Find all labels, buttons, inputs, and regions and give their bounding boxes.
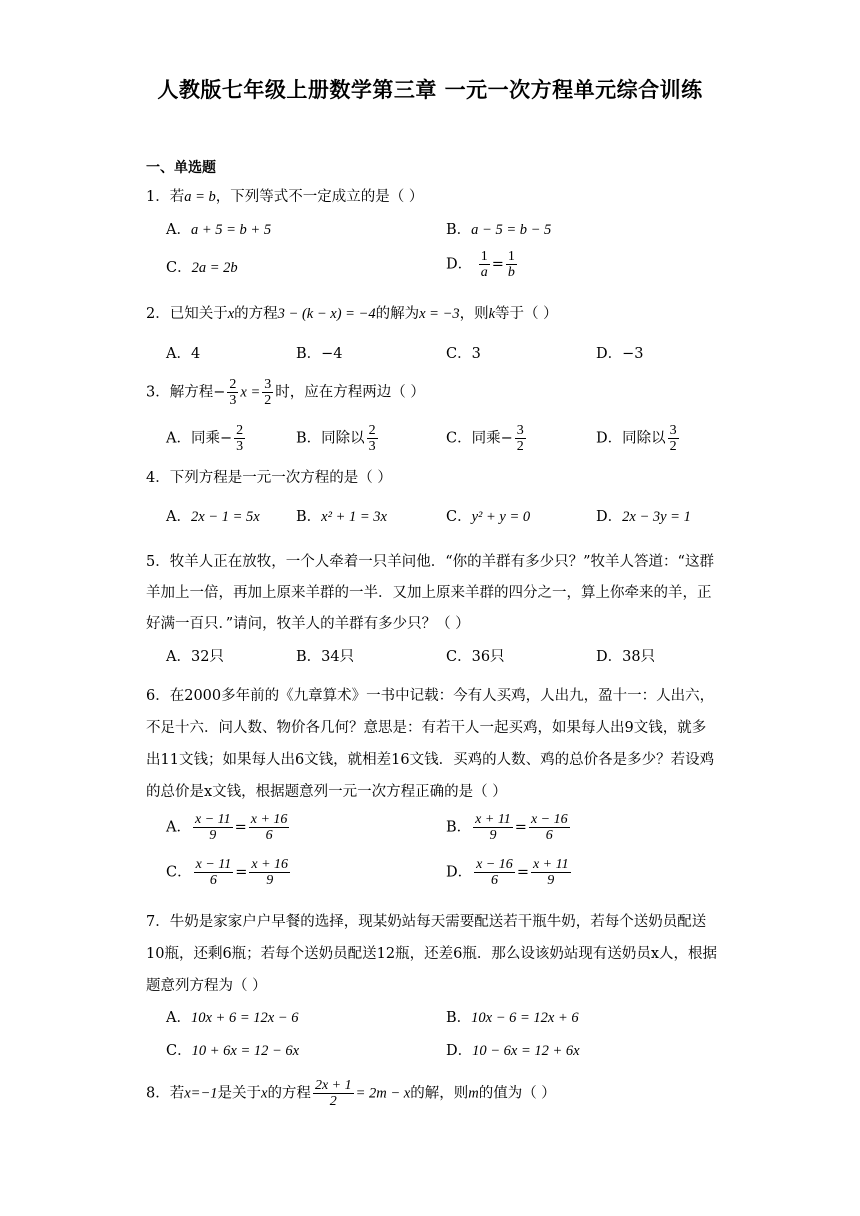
- q8-text: 是关于: [217, 1085, 261, 1102]
- fraction: [515, 423, 526, 454]
- fraction-numerator: 1: [507, 249, 515, 264]
- q4-option-d: [596, 507, 691, 527]
- option-label: A．: [166, 222, 191, 238]
- q5-option-c: C．36只: [446, 649, 505, 665]
- question-2: [146, 304, 558, 324]
- equals-sign: =: [491, 256, 504, 273]
- fraction: [249, 857, 290, 888]
- equals-sign: =: [514, 819, 527, 836]
- question-4: 4．下列方程是一元一次方程的是（ ）: [146, 470, 392, 486]
- fraction-denominator: b: [507, 265, 515, 280]
- q1-condition: a = b: [184, 189, 216, 205]
- fraction-numerator: 1: [480, 249, 488, 264]
- fraction: [474, 857, 515, 888]
- q4-option-c: [446, 507, 530, 527]
- q8-prefix: 8．若: [146, 1085, 185, 1102]
- fraction-denominator: 6: [209, 873, 217, 888]
- option-label: B．: [446, 1010, 472, 1026]
- option-label: C．同乘−: [446, 430, 513, 447]
- fraction-numerator: x − 16: [476, 857, 513, 872]
- fraction: [249, 812, 290, 843]
- fraction: [262, 377, 273, 408]
- option-label: A．: [166, 819, 191, 836]
- question-1: [146, 187, 423, 207]
- fraction: [531, 857, 571, 888]
- fraction-denominator: 6: [490, 873, 498, 888]
- q2-text: 的方程: [234, 306, 278, 322]
- q8-condition: x=−1: [184, 1085, 218, 1102]
- question-7: 7．牛奶是家家户户早餐的选择，现某奶站每天需要配送若干瓶牛奶，若每个送奶员配送10瓶，还剩6瓶；若每个送奶员配送12瓶，还差6瓶．那么设该奶站现有送奶员x人，根据题意列方程为（ ）: [146, 914, 718, 994]
- option-label: D．: [446, 864, 473, 881]
- fraction: [313, 1078, 354, 1109]
- equals-sign: =: [516, 864, 529, 881]
- q2-text: ，则: [459, 306, 489, 322]
- fraction: [473, 812, 513, 843]
- fraction: [193, 812, 233, 843]
- q4-option-b: [296, 507, 387, 527]
- question-3: [146, 377, 425, 408]
- option-expr: x² + 1 = 3x: [321, 509, 387, 525]
- q5-option-d: D．38只: [596, 649, 656, 665]
- fraction-denominator: 2: [329, 1094, 337, 1109]
- option-expr: 10x + 6 = 12x − 6: [190, 1010, 299, 1026]
- fraction: [506, 249, 517, 280]
- fraction-denominator: 3: [368, 439, 376, 454]
- q7-option-a: [166, 1008, 298, 1028]
- option-expr: 2x − 3y = 1: [622, 509, 691, 525]
- q2-option-b: B．−4: [296, 346, 343, 362]
- option-label: D．: [446, 1043, 473, 1059]
- fraction: [234, 423, 245, 454]
- q2-k: k: [488, 306, 496, 322]
- q1-option-a: [166, 220, 271, 240]
- option-expr: a + 5 = b + 5: [190, 222, 272, 238]
- option-expr: a − 5 = b − 5: [471, 222, 552, 238]
- q7-option-c: [166, 1041, 299, 1061]
- fraction-denominator: 9: [547, 873, 555, 888]
- q2-equation: 3 − (k − x) = −4: [277, 306, 376, 322]
- option-label: A．: [166, 1010, 191, 1026]
- fraction-numerator: 2: [368, 423, 376, 438]
- fraction-numerator: x − 11: [194, 812, 231, 827]
- fraction-numerator: x − 16: [530, 812, 568, 827]
- q1-stem: ，下列等式不一定成立的是（ ）: [215, 189, 424, 205]
- q5-option-a: A．32只: [166, 649, 224, 665]
- option-label: B．: [296, 509, 322, 525]
- fraction-numerator: 2: [236, 423, 244, 438]
- option-label: C．: [166, 864, 192, 881]
- q3-option-a: [166, 423, 247, 454]
- q1-option-b: [446, 220, 551, 240]
- option-label: B．: [446, 222, 472, 238]
- fraction-numerator: 2x + 1: [314, 1078, 352, 1093]
- q2-option-d: D．−3: [596, 346, 644, 362]
- q6-option-d: [446, 857, 573, 888]
- fraction-numerator: 3: [516, 423, 524, 438]
- fraction-denominator: 2: [669, 439, 677, 454]
- option-label: B．: [446, 819, 472, 836]
- option-label: D．同除以: [596, 430, 666, 447]
- q2-var: x: [227, 306, 235, 322]
- option-label: D．: [446, 256, 473, 273]
- question-6: 6．在2000多年前的《九章算术》一书中记载：今有人买鸡，人出九，盈十一：人出六，不足十六．问人数、物价各几何？意思是：有若干人一起买鸡，如果每人出9文钱，就多出11文钱；如果每人出6文钱，就相差16文钱．买鸡的人数、鸡的总价各是多少？若设鸡的总价是x文钱，根据题意列一元一次方程正确的是（ ）: [146, 688, 715, 800]
- q2-text: 的解为: [375, 306, 420, 322]
- option-label: B．同除以: [296, 430, 365, 447]
- fraction: [227, 377, 238, 408]
- fraction-numerator: 3: [669, 423, 677, 438]
- option-label: C．: [166, 260, 192, 276]
- option-expr: 10x − 6 = 12x + 6: [471, 1010, 579, 1026]
- fraction-denominator: 9: [489, 828, 497, 843]
- option-expr: y² + y = 0: [471, 509, 531, 525]
- fraction-numerator: x + 11: [532, 857, 569, 872]
- option-label: D．: [596, 509, 623, 525]
- question-8: [146, 1078, 556, 1109]
- page-title: 人教版七年级上册数学第三章 一元一次方程单元综合训练: [157, 78, 703, 102]
- fraction-denominator: 6: [265, 828, 273, 843]
- q1-prefix: 1．若: [146, 189, 185, 205]
- fraction-denominator: a: [480, 265, 488, 280]
- q5-option-b: B．34只: [296, 649, 355, 665]
- fraction-denominator: 9: [209, 828, 217, 843]
- fraction-denominator: 2: [264, 393, 272, 408]
- q8-text: 的解，则: [410, 1085, 469, 1102]
- q1-option-d: [446, 249, 519, 280]
- equals-sign: =: [235, 864, 248, 881]
- q6-option-c: [166, 857, 292, 888]
- q2-option-a: A．4: [166, 346, 201, 362]
- fraction-denominator: 3: [229, 393, 237, 408]
- q8-text: 的方程: [267, 1085, 311, 1102]
- fraction: [529, 812, 570, 843]
- option-expr: 2x − 1 = 5x: [190, 509, 260, 525]
- fraction: [479, 249, 490, 280]
- option-label: C．: [446, 509, 472, 525]
- q3-neg: −: [213, 384, 226, 401]
- fraction-numerator: x + 11: [475, 812, 511, 827]
- q3-stem: 时，应在方程两边（ ）: [275, 384, 425, 401]
- option-expr: 10 + 6x = 12 − 6x: [191, 1043, 300, 1059]
- q8-rhs: = 2m − x: [355, 1085, 411, 1102]
- fraction-denominator: 6: [545, 828, 553, 843]
- fraction-numerator: x + 16: [250, 812, 288, 827]
- fraction: [194, 857, 234, 888]
- q8-text: 的值为（ ）: [478, 1085, 556, 1102]
- q8-m: m: [468, 1085, 479, 1102]
- option-label: C．: [166, 1043, 192, 1059]
- option-expr: 10 − 6x = 12 + 6x: [472, 1043, 580, 1059]
- q2-option-c: C．3: [446, 346, 481, 362]
- fraction-denominator: 3: [236, 439, 244, 454]
- fraction: [367, 423, 378, 454]
- section-heading: 一、单选题: [146, 160, 216, 176]
- fraction-denominator: 2: [516, 439, 524, 454]
- q2-solution: x = −3: [419, 306, 460, 322]
- fraction-numerator: 3: [264, 377, 272, 392]
- q7-option-d: [446, 1041, 580, 1061]
- option-label: A．: [166, 509, 191, 525]
- fraction-numerator: x + 16: [251, 857, 289, 872]
- fraction-numerator: 2: [229, 377, 237, 392]
- q6-option-b: [446, 812, 572, 843]
- q1-option-c: [166, 258, 238, 278]
- q3-option-c: [446, 423, 528, 454]
- q4-option-a: [166, 507, 260, 527]
- q6-option-a: [166, 812, 291, 843]
- equals-sign: =: [234, 819, 247, 836]
- q8-var: x: [261, 1085, 268, 1102]
- fraction: [668, 423, 679, 454]
- option-expr: 2a = 2b: [191, 260, 238, 276]
- q3-option-d: [596, 423, 681, 454]
- fraction-denominator: 9: [266, 873, 274, 888]
- q2-prefix: 2．已知关于: [146, 306, 228, 322]
- q7-option-b: [446, 1008, 579, 1028]
- q3-option-b: [296, 423, 380, 454]
- option-label: A．同乘−: [166, 430, 233, 447]
- q2-text: 等于（ ）: [495, 306, 558, 322]
- fraction-numerator: x − 11: [195, 857, 232, 872]
- q3-var: x =: [240, 384, 261, 401]
- question-5: 5．牧羊人正在放牧，一个人牵着一只羊问他．“你的羊群有多少只？”牧羊人答道：“这群羊加上一倍，再加上原来羊群的一半．又加上原来羊群的四分之一，算上你牵来的羊，正好满一百只．”请问，牧羊人的羊群有多少只？（ ）: [146, 554, 714, 632]
- q3-prefix: 3．解方程: [146, 384, 214, 401]
